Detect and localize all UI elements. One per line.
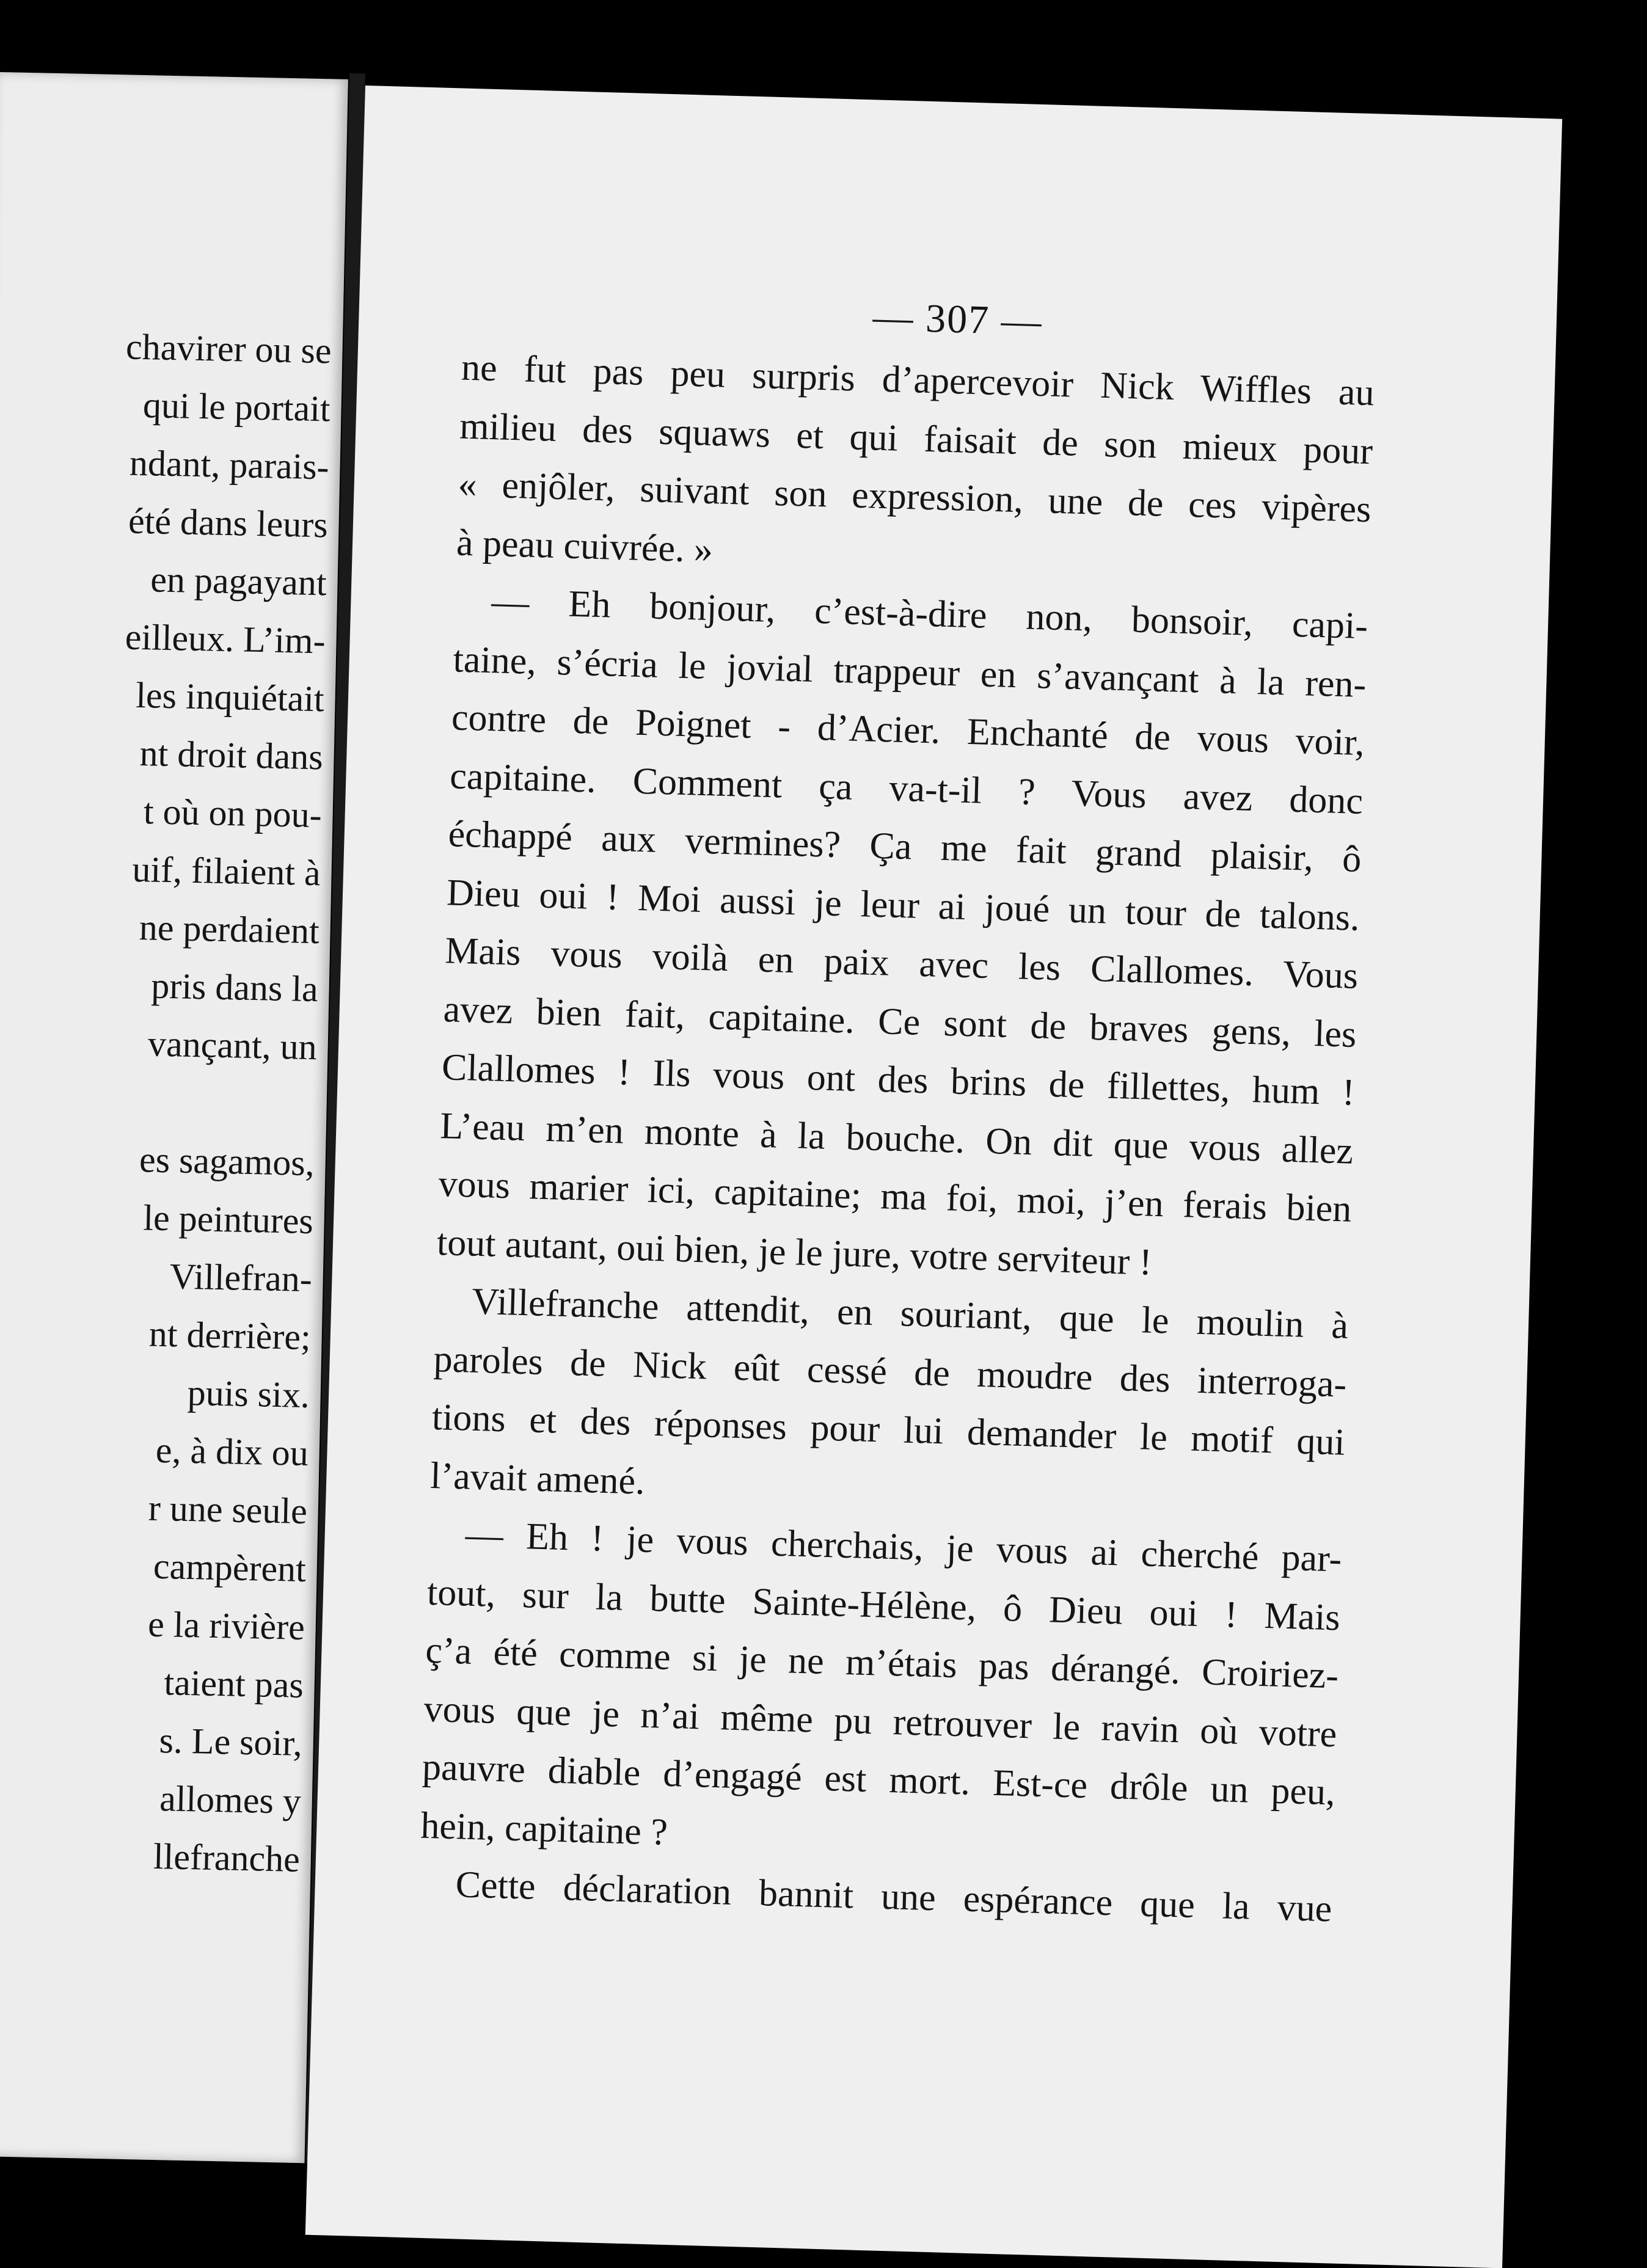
left-page-line: ne perdaient	[139, 907, 320, 952]
text-line: taine, s’écria le jovial trappeur en s’avançant à la ren-	[452, 638, 1367, 706]
left-page-line: uif, filaient à	[131, 848, 321, 894]
text-line: — Eh ! je vous cherchais, je vous ai cherché par-	[464, 1514, 1343, 1580]
text-line: tions et des réponses pour lui demander le motif qui	[431, 1396, 1346, 1464]
left-page-line: e, à dix ou	[155, 1429, 309, 1474]
text-line: ne fut pas peu surpris d’apercevoir Nick Wiffles au	[461, 346, 1375, 414]
text-line: pauvre diable d’engagé est mort. Est-ce drôle un peu,	[422, 1746, 1336, 1814]
left-page-line: campèrent	[153, 1545, 307, 1590]
left-page-line: taient pas	[163, 1662, 304, 1705]
text-line: paroles de Nick eût cessé de moudre des interroga-	[433, 1338, 1348, 1406]
text-line: Mais vous voilà en paix avec les Clallomes. Vous	[444, 930, 1359, 997]
text-line: ç’a été comme si je ne m’étais pas dérangé. Croiriez-	[425, 1629, 1339, 1697]
left-page-line: eilleux. L’im-	[125, 616, 326, 662]
left-page-line: été dans leurs	[128, 500, 329, 545]
left-page-line: Villefran-	[169, 1256, 313, 1300]
text-line: Clallomes ! Ils vous ont des brins de fillettes, hum !	[441, 1046, 1356, 1114]
text-line: L’eau m’en monte à la bouche. On dit que vous allez	[439, 1104, 1354, 1172]
text-line: tout, sur la butte Sainte-Hélène, ô Dieu oui ! Mais	[426, 1571, 1341, 1639]
left-page-line: qui le portait	[142, 385, 331, 429]
right-page	[305, 86, 1563, 2268]
left-page-line: puis six.	[187, 1372, 310, 1416]
text-line: avez bien fait, capitaine. Ce sont de braves gens, les	[442, 988, 1357, 1056]
left-page-line: le peintures	[142, 1197, 314, 1242]
left-page	[0, 72, 348, 2163]
left-page-line: allomes y	[159, 1778, 302, 1821]
text-line: tout autant, oui bien, je le jure, votre serviteur !	[436, 1221, 1153, 1283]
left-page-line: e la rivière	[147, 1603, 305, 1647]
text-line: milieu des squaws et qui faisait de son mieux pour	[459, 405, 1373, 472]
left-page-line: nt derrière;	[148, 1313, 312, 1358]
left-page-line: s. Le soir,	[158, 1720, 303, 1763]
left-page-line: en pagayant	[150, 559, 327, 603]
text-line: échappé aux vermines? Ça me fait grand plaisir, ô	[447, 813, 1362, 881]
left-page-line: les inquiétait	[135, 674, 325, 720]
text-line: Villefranche attendit, en souriant, que le moulin à	[471, 1280, 1349, 1347]
text-line: hein, capitaine ?	[420, 1804, 668, 1853]
text-line: Dieu oui ! Moi aussi je leur ai joué un tour de talons.	[446, 871, 1360, 939]
left-page-line: pris dans la	[150, 965, 319, 1010]
text-line: « enjôler, suivant son expression, une de ces vipères	[457, 463, 1372, 531]
text-line: vous que je n’ai même pu retrouver le ravin où votre	[423, 1688, 1338, 1755]
text-line: capitaine. Comment ça va-t-il ? Vous avez donc	[449, 754, 1364, 822]
left-page-line: chavirer ou se	[125, 326, 332, 371]
text-line: — Eh bonjour, c’est-à-dire non, bonsoir, capi-	[491, 581, 1368, 647]
left-page-line: vançant, un	[147, 1023, 318, 1068]
left-page-line: ndant, parais-	[129, 442, 330, 487]
left-page-line: nt droit dans	[139, 733, 324, 778]
text-line: l’avait amené.	[429, 1454, 646, 1503]
left-page-line: es sagamos,	[139, 1139, 315, 1184]
page-number: — 307 —	[872, 294, 1043, 345]
text-line: vous marier ici, capitaine; ma foi, moi, j’en ferais bien	[437, 1163, 1353, 1230]
text-line: Cette déclaration bannit une espérance que la vue	[455, 1864, 1333, 1930]
page-body	[418, 339, 1375, 1939]
left-page-line: r une seule	[148, 1487, 308, 1532]
left-page-line: llefranche	[153, 1836, 301, 1880]
text-line: à peau cuivrée. »	[456, 521, 714, 571]
left-page-line: t où on pou-	[143, 791, 323, 836]
text-line: contre de Poignet - d’Acier. Enchanté de vous voir,	[451, 696, 1365, 764]
